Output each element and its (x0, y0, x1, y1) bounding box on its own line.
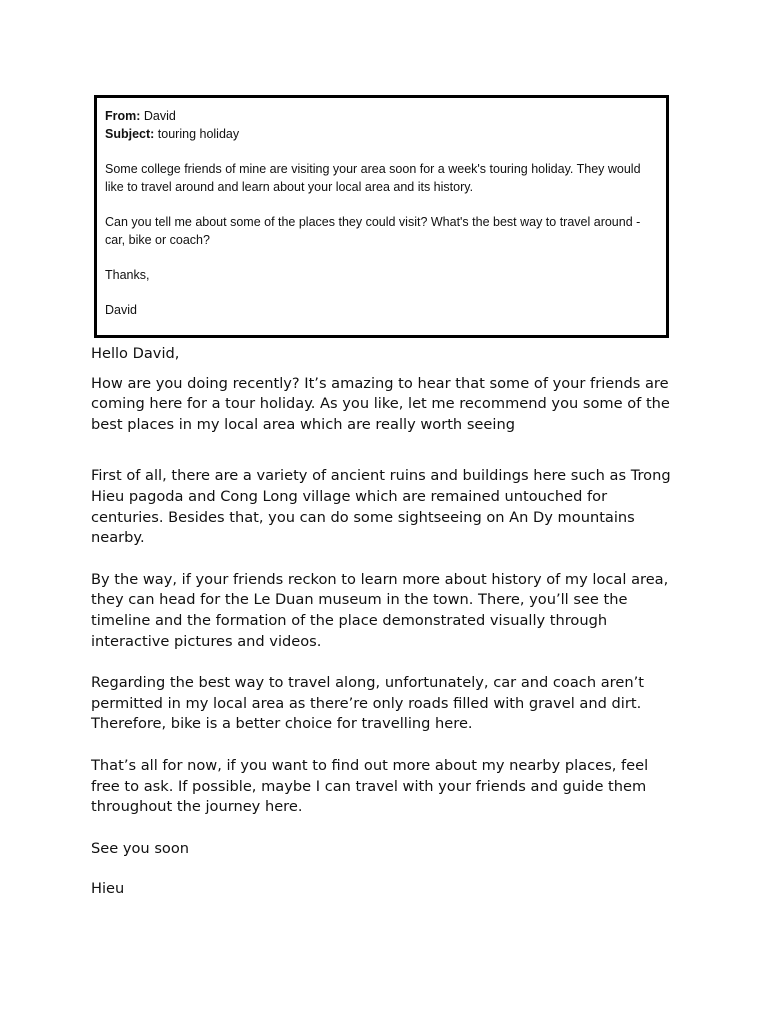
reply-intro: How are you doing recently? It’s amazing to hear that some of your friends are coming here for a tour holiday. As you like, let me recommend you some of the best places in my local area which are really worth seeing (91, 374, 670, 433)
reply-letter (91, 344, 681, 900)
from-label: From: (105, 109, 141, 123)
email-paragraph-2: Can you tell me about some of the places they could visit? What's the best way to travel around - car, bike or coach? (105, 215, 641, 247)
email-from-line (105, 107, 666, 125)
reply-paragraph-4: That’s all for now, if you want to find out more about my nearby places, feel free to ask. If possible, maybe I can travel with your friends and guide them throughout the journey here. (91, 756, 649, 816)
reply-signature: Hieu (91, 880, 125, 898)
reply-paragraph-3: Regarding the best way to travel along, unfortunately, car and coach aren’t permitted in my local area as there’re only roads filled with gravel and dirt. Therefore, bike is a better choice for travelling here. (91, 674, 644, 733)
email-subject-line (105, 125, 666, 143)
subject-label: Subject: (105, 127, 155, 141)
email-paragraph-1: Some college friends of mine are visiting your area soon for a week's touring holiday. They would like to travel around and learn about your local area and its history. (105, 162, 641, 194)
reply-paragraph-1: First of all, there are a variety of ancient ruins and buildings here such as Trong Hieu pagoda and Cong Long village which are remained untouched for centuries. Besides that, you can do some sightseeing on An Dy mountains nearby. (91, 467, 671, 547)
reply-closing: See you soon (91, 839, 190, 857)
email-signature: David (105, 303, 137, 317)
from-value: David (143, 109, 176, 123)
email-box (94, 95, 669, 338)
email-thanks: Thanks, (105, 268, 150, 282)
subject-value: touring holiday (157, 127, 240, 141)
reply-greeting: Hello David, (91, 345, 180, 362)
reply-paragraph-2: By the way, if your friends reckon to learn more about history of my local area, they can head for the Le Duan museum in the town. There, you’ll see the timeline and the formation of the place demonstrated visually through interactive pictures and videos. (91, 570, 669, 650)
